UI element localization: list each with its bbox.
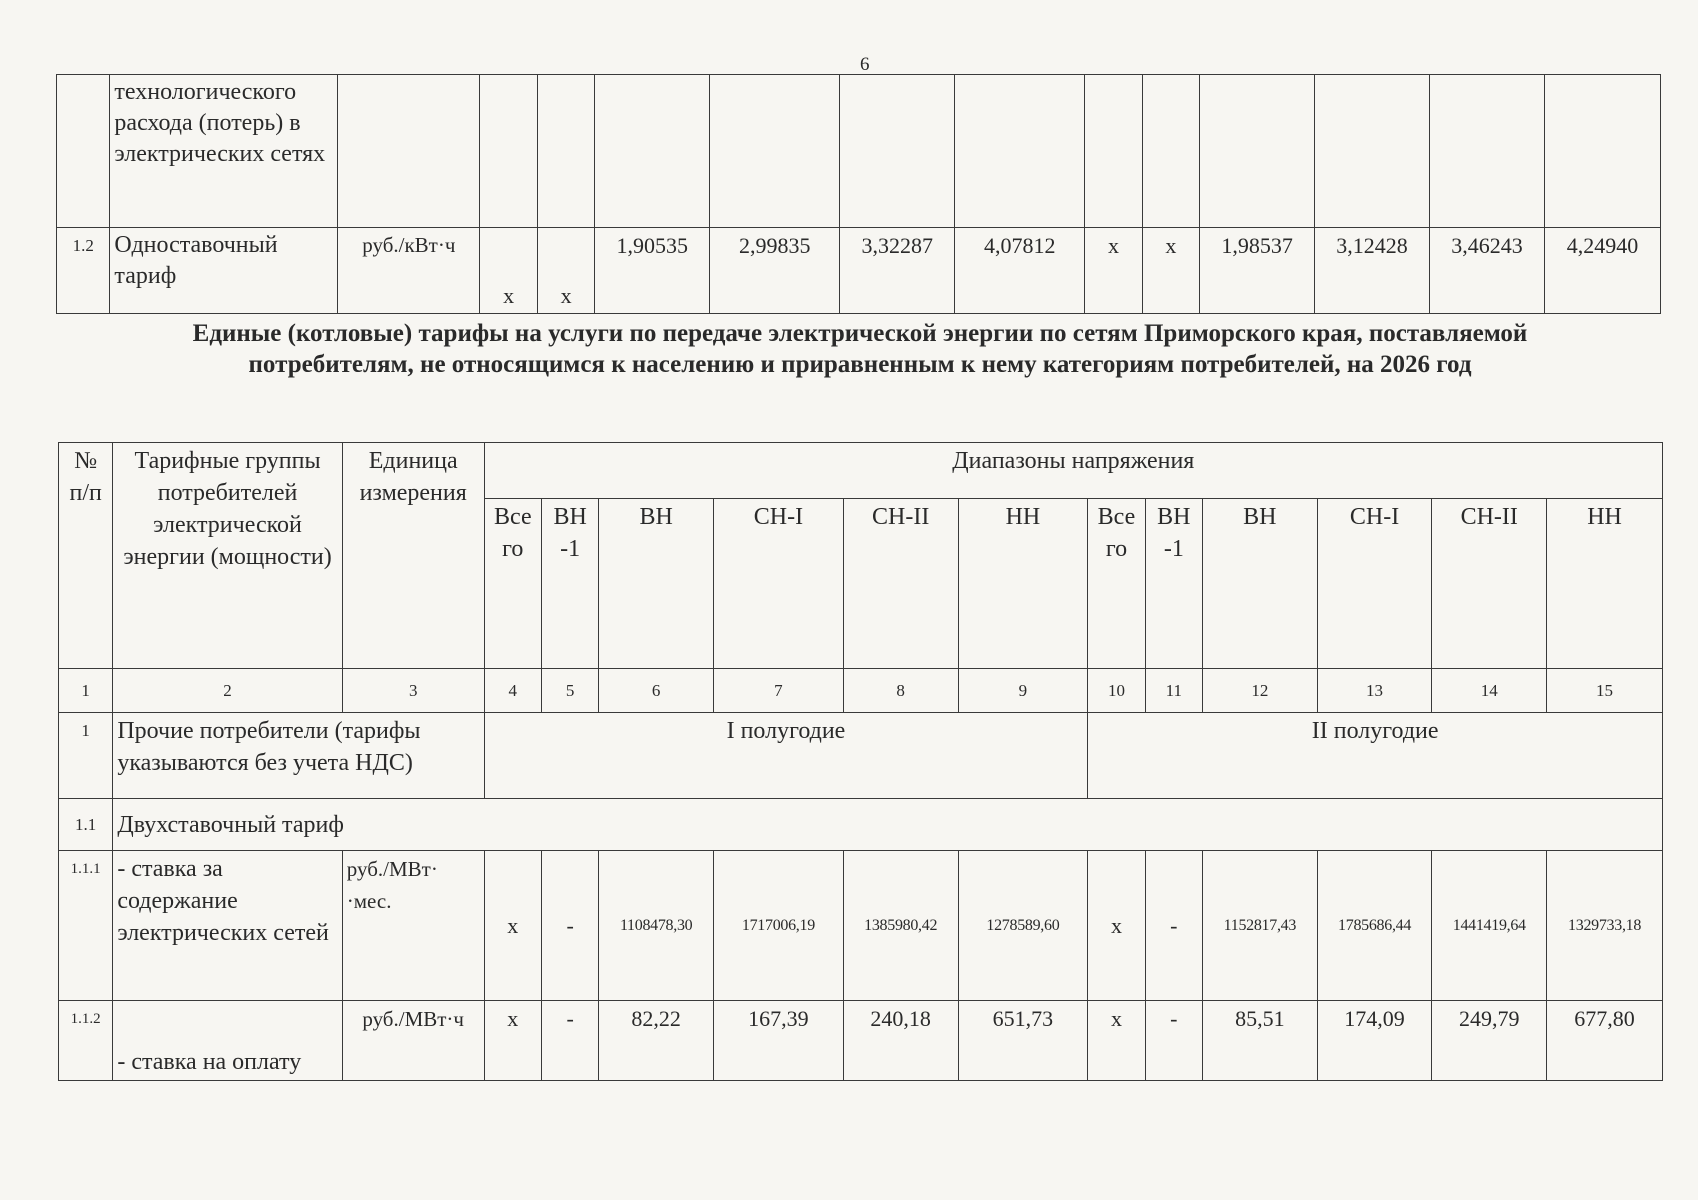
value-cell: x <box>1142 228 1199 314</box>
document-title: Единые (котловые) тарифы на услуги по передаче электрической энергии по сетям Приморского края, поставляемой потребителям, не относящимся к населению и приравненным к нему категориям потребителей, на 2026 год <box>192 320 1528 378</box>
table-row <box>59 851 1663 1001</box>
col-number: 7 <box>714 669 844 713</box>
unit-cell: руб./МВт·ч <box>342 1001 484 1081</box>
col-header: НН <box>1547 499 1663 669</box>
top-table <box>56 74 1661 314</box>
col-number: 8 <box>843 669 958 713</box>
header-group: Тарифные группы потребителей электрической энергии (мощности) <box>113 443 342 669</box>
col-header: СН-II <box>843 499 958 669</box>
value-cell: x <box>480 228 537 314</box>
row-name: Одноставочный тариф <box>110 228 338 314</box>
value-cell: 174,09 <box>1317 1001 1432 1081</box>
value-cell: 4,24940 <box>1544 228 1660 314</box>
value-cell: 1108478,30 <box>599 851 714 1001</box>
value-cell: 1329733,18 <box>1547 851 1663 1001</box>
col-number: 2 <box>113 669 342 713</box>
value-cell: 240,18 <box>843 1001 958 1081</box>
value-cell: x <box>484 851 541 1001</box>
value-cell: 1152817,43 <box>1203 851 1318 1001</box>
row-name: - ставка за содержание электрических сетей <box>113 851 342 1001</box>
tariff-table <box>58 442 1663 1081</box>
value-cell: x <box>1088 851 1145 1001</box>
col-header: СН-I <box>714 499 844 669</box>
col-number: 3 <box>342 669 484 713</box>
table-row <box>59 1001 1663 1081</box>
value-cell: 1,90535 <box>595 228 710 314</box>
value-cell: - <box>1145 1001 1202 1081</box>
value-cell: 249,79 <box>1432 1001 1547 1081</box>
col-number: 13 <box>1317 669 1432 713</box>
value-cell: 3,46243 <box>1430 228 1545 314</box>
col-number: 15 <box>1547 669 1663 713</box>
row-number: 1.1.1 <box>59 851 113 1001</box>
col-number: 14 <box>1432 669 1547 713</box>
col-header: Все го <box>1088 499 1145 669</box>
value-cell: - <box>541 1001 598 1081</box>
value-cell: 85,51 <box>1203 1001 1318 1081</box>
row-name: Двухставочный тариф <box>113 799 1663 851</box>
row-number: 1.1.2 <box>59 1001 113 1081</box>
value-cell: 1785686,44 <box>1317 851 1432 1001</box>
col-number: 6 <box>599 669 714 713</box>
value-cell: - <box>1145 851 1202 1001</box>
value-cell: x <box>484 1001 541 1081</box>
unit-cell: руб./МВт· ·мес. <box>342 851 484 1001</box>
header-num: № п/п <box>59 443 113 669</box>
row-name: Прочие потребители (тарифы указываются без учета НДС) <box>113 713 484 799</box>
half-year-1: I полугодие <box>484 713 1088 799</box>
col-number: 11 <box>1145 669 1202 713</box>
value-cell: 1441419,64 <box>1432 851 1547 1001</box>
header-unit: Единица измерения <box>342 443 484 669</box>
col-number: 10 <box>1088 669 1145 713</box>
value-cell: 677,80 <box>1547 1001 1663 1081</box>
col-number: 4 <box>484 669 541 713</box>
col-header: НН <box>958 499 1088 669</box>
col-header: ВН -1 <box>1145 499 1202 669</box>
col-header: СН-I <box>1317 499 1432 669</box>
page-number: 6 <box>860 54 870 75</box>
value-cell: x <box>1088 1001 1145 1081</box>
col-header: ВН -1 <box>541 499 598 669</box>
value-cell: 167,39 <box>714 1001 844 1081</box>
col-number: 5 <box>541 669 598 713</box>
col-header: ВН <box>1203 499 1318 669</box>
value-cell: 82,22 <box>599 1001 714 1081</box>
unit-cell: руб./кВт·ч <box>338 228 480 314</box>
value-cell: 3,32287 <box>840 228 955 314</box>
table-row <box>57 228 1661 314</box>
value-cell: 2,99835 <box>710 228 840 314</box>
row-name: - ставка на оплату <box>113 1001 342 1081</box>
row-number: 1.1 <box>59 799 113 851</box>
row-number: 1 <box>59 713 113 799</box>
table-row <box>59 799 1663 851</box>
value-cell: 1717006,19 <box>714 851 844 1001</box>
header-voltage-ranges: Диапазоны напряжения <box>484 443 1662 499</box>
header-row <box>59 443 1663 499</box>
table-row <box>57 75 1661 228</box>
col-number: 12 <box>1203 669 1318 713</box>
col-header: СН-II <box>1432 499 1547 669</box>
value-cell: x <box>537 228 594 314</box>
col-header: ВН <box>599 499 714 669</box>
column-number-row <box>59 669 1663 713</box>
value-cell: 3,12428 <box>1315 228 1430 314</box>
value-cell: 1278589,60 <box>958 851 1088 1001</box>
value-cell: x <box>1085 228 1142 314</box>
col-number: 9 <box>958 669 1088 713</box>
col-number: 1 <box>59 669 113 713</box>
row-number: 1.2 <box>57 228 110 314</box>
value-cell: - <box>541 851 598 1001</box>
table-row <box>59 713 1663 799</box>
value-cell: 651,73 <box>958 1001 1088 1081</box>
value-cell: 4,07812 <box>955 228 1085 314</box>
value-cell: 1385980,42 <box>843 851 958 1001</box>
col-header: Все го <box>484 499 541 669</box>
value-cell: 1,98537 <box>1200 228 1315 314</box>
half-year-2: II полугодие <box>1088 713 1663 799</box>
continued-row-name: технологического расхода (потерь) в электрических сетях <box>110 75 338 228</box>
